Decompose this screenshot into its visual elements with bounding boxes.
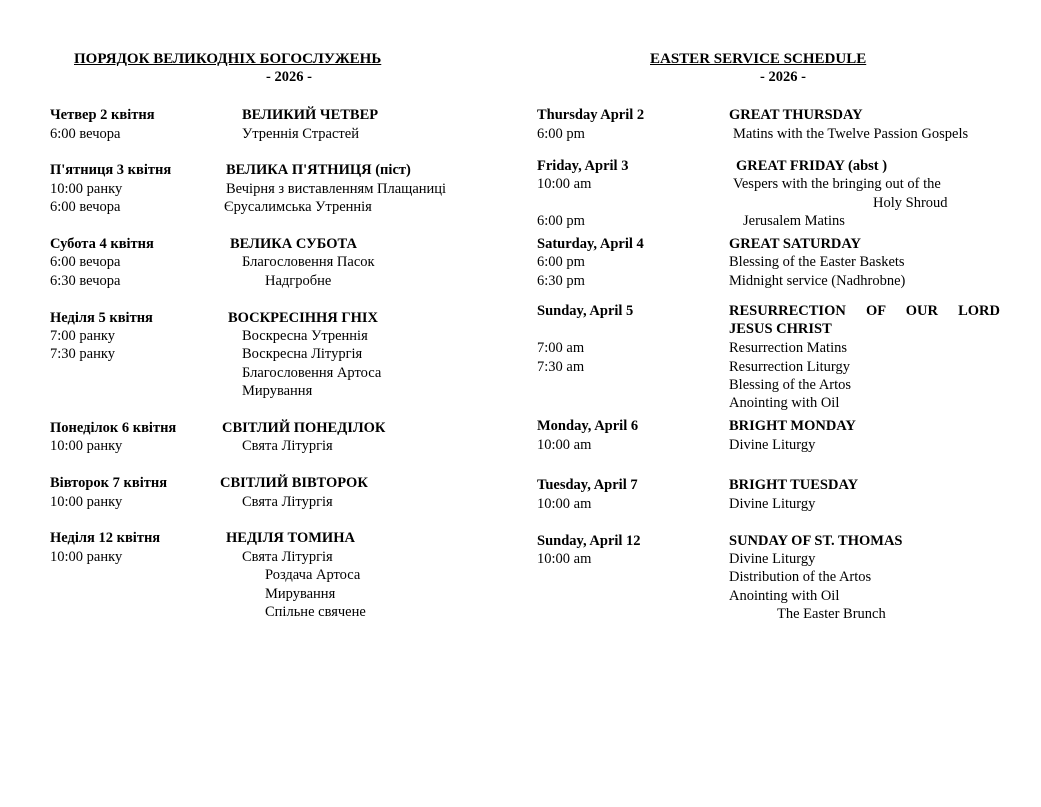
- ua-service-time: 6:00 вечора: [50, 199, 121, 215]
- en-service-name: Holy Shroud: [873, 195, 948, 211]
- ua-service-name: Мирування: [265, 586, 336, 602]
- en-day-label: Thursday April 2: [537, 107, 645, 123]
- ua-feast-title: НЕДІЛЯ ТОМИНА: [226, 530, 355, 546]
- ua-service-time: 6:00 вечора: [50, 254, 121, 270]
- ua-day-label: П'ятниця 3 квітня: [50, 162, 172, 178]
- ua-feast-title: ВЕЛИКА П'ЯТНИЦЯ (піст): [226, 162, 411, 178]
- ua-service-time: 10:00 ранку: [50, 494, 123, 510]
- ua-service-name: Благословення Артоса: [242, 365, 382, 381]
- ua-year: - 2026 -: [266, 69, 312, 85]
- en-service-time: 10:00 am: [537, 176, 592, 192]
- en-service-time: 6:00 pm: [537, 213, 585, 229]
- en-service-time: 10:00 am: [537, 437, 592, 453]
- en-service-time: 6:30 pm: [537, 273, 585, 289]
- ua-service-name: Роздача Артоса: [265, 567, 361, 583]
- ua-feast-title: ВЕЛИКА СУБОТА: [230, 236, 357, 252]
- ua-service-name: Утреннія Страстей: [242, 126, 359, 142]
- en-day-label: Monday, April 6: [537, 418, 639, 434]
- ua-service-name: Свята Літургія: [242, 494, 333, 510]
- en-service-name: Midnight service (Nadhrobne): [729, 273, 906, 289]
- en-feast-title-continued: JESUS CHRIST: [729, 321, 832, 337]
- ua-title: ПОРЯДОК ВЕЛИКОДНІХ БОГОСЛУЖЕНЬ: [74, 51, 382, 67]
- en-day-label: Saturday, April 4: [537, 236, 644, 252]
- en-service-name: Divine Liturgy: [729, 551, 816, 567]
- en-service-name: Resurrection Matins: [729, 340, 847, 356]
- en-title: EASTER SERVICE SCHEDULE: [650, 51, 867, 67]
- ua-day-label: Четвер 2 квітня: [50, 107, 155, 123]
- ua-service-name: Вечірня з виставленням Плащаниці: [226, 181, 447, 197]
- en-service-name: Anointing with Oil: [729, 588, 840, 604]
- en-day-label: Sunday, April 12: [537, 533, 641, 549]
- ua-service-name: Свята Літургія: [242, 438, 333, 454]
- ua-service-time: 7:30 ранку: [50, 346, 115, 362]
- ua-service-name: Надгробне: [265, 273, 332, 289]
- ua-service-time: 10:00 ранку: [50, 438, 123, 454]
- ua-service-name: Мирування: [242, 383, 313, 399]
- en-feast-title: RESURRECTION OF OUR LORD: [729, 303, 1000, 319]
- en-year: - 2026 -: [760, 69, 806, 85]
- en-feast-title: GREAT THURSDAY: [729, 107, 863, 123]
- en-feast-title: GREAT FRIDAY (abst ): [736, 158, 888, 174]
- ua-service-name: Свята Літургія: [242, 549, 333, 565]
- ua-day-label: Понеділок 6 квітня: [50, 420, 177, 436]
- en-service-name: Resurrection Liturgy: [729, 359, 850, 375]
- ua-service-time: 7:00 ранку: [50, 328, 115, 344]
- en-service-name: Vespers with the bringing out of the: [733, 176, 941, 192]
- en-feast-title: BRIGHT TUESDAY: [729, 477, 859, 493]
- en-service-name: Blessing of the Easter Baskets: [729, 254, 905, 270]
- en-service-name: Blessing of the Artos: [729, 377, 852, 393]
- en-day-label: Tuesday, April 7: [537, 477, 638, 493]
- en-service-time: 10:00 am: [537, 551, 592, 567]
- en-service-time: 7:00 am: [537, 340, 585, 356]
- ua-feast-title: СВІТЛИЙ ВІВТОРОК: [220, 475, 368, 491]
- en-service-name: The Easter Brunch: [777, 606, 886, 622]
- en-service-time: 6:00 pm: [537, 254, 585, 270]
- ua-day-label: Неділя 5 квітня: [50, 310, 153, 326]
- en-service-name: Jerusalem Matins: [743, 213, 845, 229]
- en-service-name: Divine Liturgy: [729, 437, 816, 453]
- ua-service-name: Єрусалимська Утреннія: [224, 199, 372, 215]
- en-day-label: Friday, April 3: [537, 158, 629, 174]
- en-service-name: Divine Liturgy: [729, 496, 816, 512]
- en-feast-title: GREAT SATURDAY: [729, 236, 862, 252]
- en-service-name: Matins with the Twelve Passion Gospels: [733, 126, 969, 142]
- ua-day-label: Вівторок 7 квітня: [50, 475, 168, 491]
- ua-service-name: Воскресна Утреннія: [242, 328, 368, 344]
- en-day-label: Sunday, April 5: [537, 303, 634, 319]
- ua-day-label: Субота 4 квітня: [50, 236, 154, 252]
- ua-service-name: Воскресна Літургія: [242, 346, 363, 362]
- en-service-name: Anointing with Oil: [729, 395, 840, 411]
- ua-feast-title: ВОСКРЕСІННЯ ГНІХ: [228, 310, 379, 326]
- ua-day-label: Неділя 12 квітня: [50, 530, 161, 546]
- en-service-time: 6:00 pm: [537, 126, 585, 142]
- en-service-time: 10:00 am: [537, 496, 592, 512]
- en-service-time: 7:30 am: [537, 359, 585, 375]
- ua-service-name: Благословення Пасок: [242, 254, 375, 270]
- en-feast-title: SUNDAY OF ST. THOMAS: [729, 533, 903, 549]
- en-feast-title: BRIGHT MONDAY: [729, 418, 856, 434]
- ua-feast-title: СВІТЛИЙ ПОНЕДІЛОК: [222, 420, 386, 436]
- ua-service-time: 6:30 вечора: [50, 273, 121, 289]
- ua-service-time: 10:00 ранку: [50, 549, 123, 565]
- ua-service-name: Спільне свячене: [265, 604, 366, 620]
- en-service-name: Distribution of the Artos: [729, 569, 872, 585]
- ua-service-time: 6:00 вечора: [50, 126, 121, 142]
- ua-feast-title: ВЕЛИКИЙ ЧЕТВЕР: [242, 107, 379, 123]
- ua-service-time: 10:00 ранку: [50, 181, 123, 197]
